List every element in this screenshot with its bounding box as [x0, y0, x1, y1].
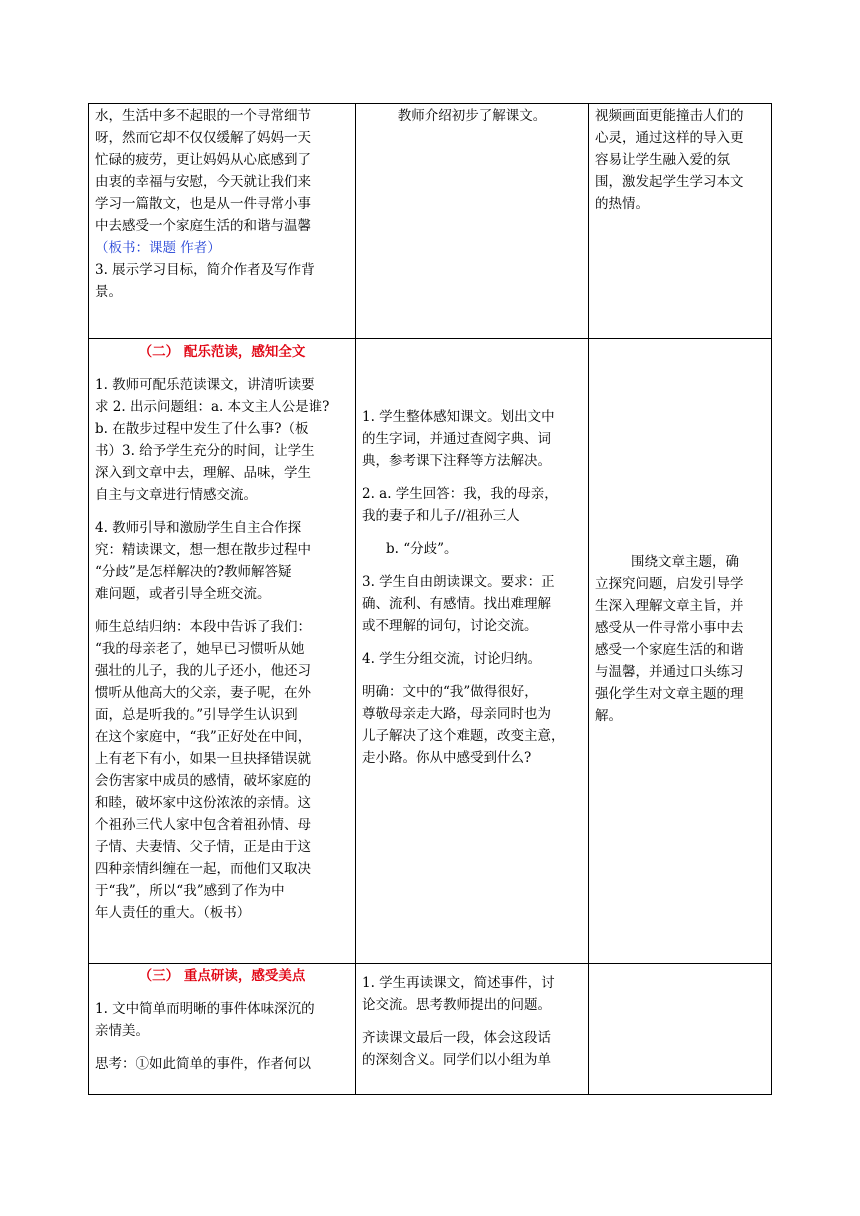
text-line: 强壮的儿子，我的儿子还小，他还习: [95, 663, 311, 679]
text-line: 思考：①如此简单的事件，作者何以: [95, 1056, 311, 1072]
text-line: 由衷的幸福与安慰，今天就让我们来: [95, 174, 311, 190]
board-note: （板书：课题 作者）: [95, 240, 221, 256]
text-line: 景。: [95, 284, 122, 300]
text-line: 论交流。思考教师提出的问题。: [362, 997, 551, 1013]
lesson-plan-table: [88, 103, 772, 1095]
text-line: 忙碌的疲劳，更让妈妈从心底感到了: [95, 152, 311, 168]
text-line: 会伤害家中成员的感情，破坏家庭的: [95, 773, 311, 789]
text-line: 于“我”，所以“我”感到了作为中: [95, 883, 285, 899]
design-intent-cell: [589, 104, 772, 339]
text-line: 师生总结归纳：本段中告诉了我们：: [95, 619, 311, 635]
text-line: 2. a. 学生回答：我，我的母亲，: [362, 486, 558, 502]
text-line: 呀，然而它却不仅仅缓解了妈妈一天: [95, 130, 311, 146]
section-heading: （三） 重点研读，感受美点: [138, 968, 306, 984]
text-line: 3. 展示学习目标，简介作者及写作背: [95, 262, 315, 278]
text-line: 上有老下有小，如果一旦抉择错误就: [95, 751, 311, 767]
text-line: 亲情美。: [95, 1023, 149, 1039]
student-activity-cell: [356, 964, 589, 1095]
text-line: 究：精读课文，想一想在散步过程中: [95, 542, 311, 558]
text-line: 容易让学生融入爱的氛: [595, 152, 730, 168]
text-line: 在这个家庭中，“我”正好处在中间，: [95, 729, 312, 745]
text-line: 学习一篇散文，也是从一件寻常小事: [95, 196, 311, 212]
text-line: 齐读课文最后一段，体会这段话: [362, 1030, 551, 1046]
text-line: 个祖孙三代人家中包含着祖孙情、母: [95, 817, 311, 833]
teacher-activity-cell: [89, 104, 356, 339]
text-line: 解。: [595, 708, 622, 724]
text-line: 1. 教师可配乐范读课文，讲清听读要: [95, 377, 315, 393]
text-line: 3. 学生自由朗读课文。要求：正: [362, 574, 555, 590]
text-line: “我的母亲老了，她早已习惯听从她: [95, 641, 305, 657]
text-line: 明确：文中的“我”做得很好，: [362, 684, 538, 700]
text-line: 围绕文章主题，确: [631, 554, 739, 570]
section-heading: （二） 配乐范读，感知全文: [138, 344, 306, 360]
text-line: 教师介绍初步了解课文。: [397, 108, 547, 124]
text-line: 确、流利、有感情。找出难理解: [362, 596, 551, 612]
table-row: [89, 339, 772, 964]
text-line: 水，生活中多不起眼的一个寻常细节: [95, 108, 311, 124]
text-line: 我的妻子和儿子//祖孙三人: [362, 508, 520, 524]
text-line: 的深刻含义。同学们以小组为单: [362, 1052, 551, 1068]
text-line: 儿子解决了这个难题，改变主意，: [362, 728, 565, 744]
text-line: 1. 学生整体感知课文。划出文中: [362, 409, 555, 425]
text-line: 强化学生对文章主题的理: [595, 686, 744, 702]
text-line: 4. 教师引导和激励学生自主合作探: [95, 520, 302, 536]
text-line: 与温馨，并通过口头练习: [595, 664, 744, 680]
text-line: 感受一个家庭生活的和谐: [595, 642, 744, 658]
teacher-activity-cell: [89, 964, 356, 1095]
design-intent-cell: [589, 964, 772, 1095]
text-line: 深入到文章中去，理解、品味，学生: [95, 465, 311, 481]
text-line: “分歧”是怎样解决的?教师解答疑: [95, 564, 292, 580]
text-line: 视频画面更能撞击人们的: [595, 108, 744, 124]
text-line: 1. 文中简单而明晰的事件体味深沉的: [95, 1001, 315, 1017]
text-line: 尊敬母亲走大路，母亲同时也为: [362, 706, 551, 722]
table-row: [89, 104, 772, 339]
text-line: 4. 学生分组交流，讨论归纳。: [362, 651, 542, 667]
student-activity-cell: [356, 104, 589, 339]
text-line: 立探究问题，启发引导学: [595, 576, 744, 592]
text-line: 或不理解的词句，讨论交流。: [362, 618, 538, 634]
text-line: 围，激发起学生学习本文: [595, 174, 744, 190]
text-line: 求 2. 出示问题组：a. 本文主人公是谁?: [95, 399, 330, 415]
text-line: 惯听从他高大的父亲，妻子呢，在外: [95, 685, 311, 701]
text-line: 典，参考课下注释等方法解决。: [362, 453, 551, 469]
text-line: 子情、夫妻情、父子情，正是由于这: [95, 839, 311, 855]
text-line: 心灵，通过这样的导入更: [595, 130, 744, 146]
design-intent-cell: [589, 339, 772, 964]
text-line: 生深入理解文章主旨，并: [595, 598, 744, 614]
text-line: 感受从一件寻常小事中去: [595, 620, 744, 636]
text-line: 难问题，或者引导全班交流。: [95, 586, 271, 602]
text-line: 的热情。: [595, 196, 649, 212]
text-line: b. “分歧”。: [386, 541, 458, 557]
text-line: 和睦，破坏家中这份浓浓的亲情。这: [95, 795, 311, 811]
text-line: 的生字词，并通过查阅字典、词: [362, 431, 551, 447]
table-row: [89, 964, 772, 1095]
text-line: 1. 学生再读课文，简述事件，讨: [362, 975, 555, 991]
text-line: 书）3. 给予学生充分的时间，让学生: [95, 443, 315, 459]
text-line: 自主与文章进行情感交流。: [95, 487, 257, 503]
text-line: b. 在散步过程中发生了什么事?（板: [95, 421, 309, 437]
teacher-activity-cell: [89, 339, 356, 964]
text-line: 年人责任的重大。（板书）: [95, 905, 251, 921]
text-line: 四种亲情纠缠在一起，而他们又取决: [95, 861, 311, 877]
text-line: 中去感受一个家庭生活的和谐与温馨: [95, 218, 311, 234]
text-line: 走小路。你从中感受到什么?: [362, 750, 532, 766]
student-activity-cell: [356, 339, 589, 964]
text-line: 面，总是听我的。”引导学生认识到: [95, 707, 298, 723]
